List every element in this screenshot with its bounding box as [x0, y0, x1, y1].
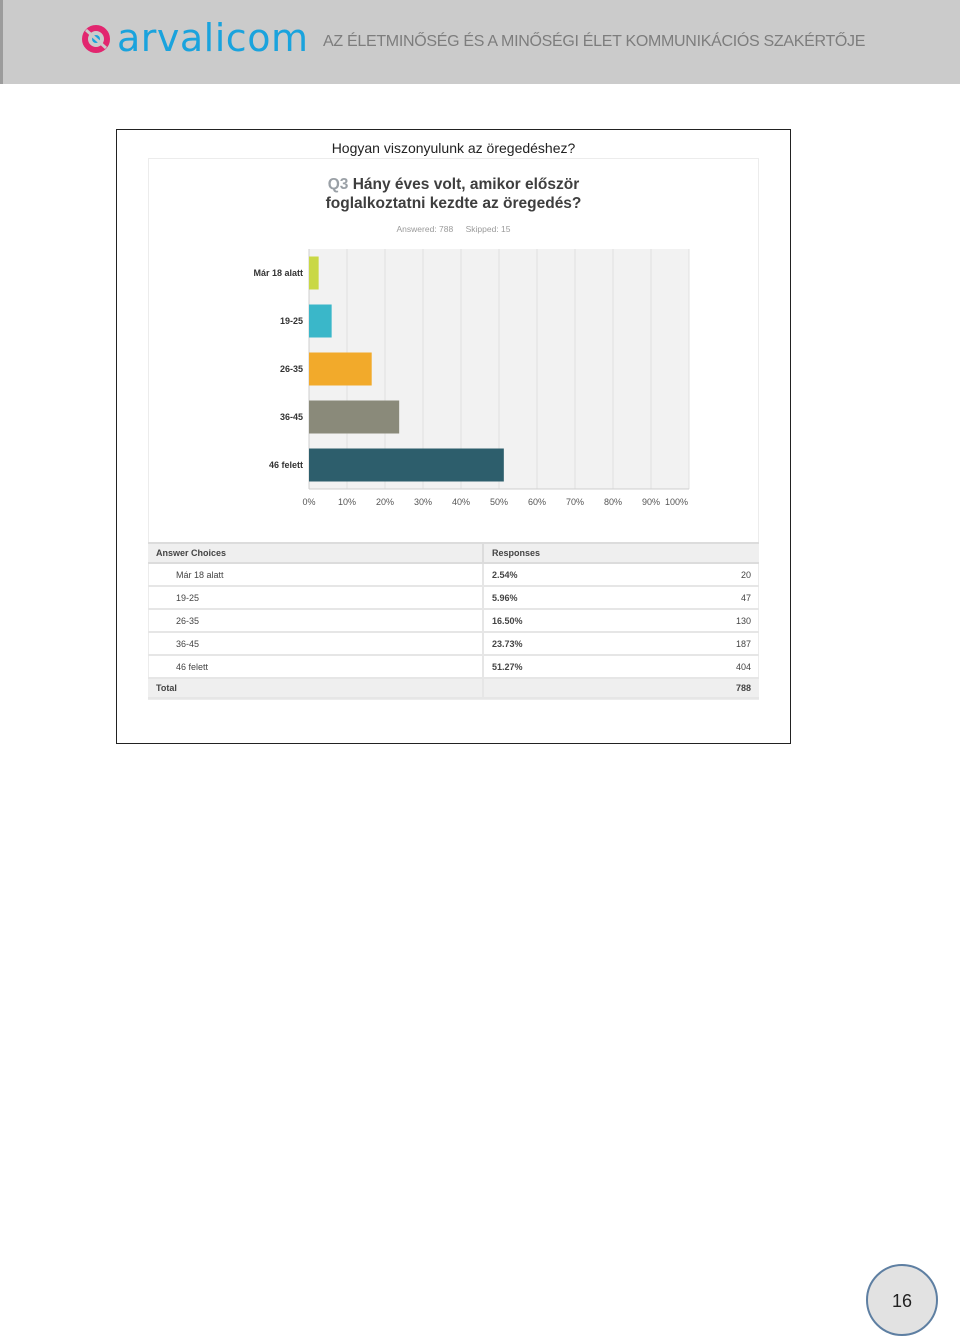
- page-number-badge: 16: [866, 1264, 938, 1336]
- table-row: [148, 632, 759, 655]
- skipped-count: Skipped: 15: [465, 224, 511, 234]
- row-count: 404: [683, 655, 759, 678]
- bar: [309, 353, 372, 386]
- row-percent: 2.54%: [483, 563, 683, 586]
- y-category-label: 26-35: [279, 364, 303, 374]
- header-count-spacer: [683, 543, 759, 563]
- x-tick-label: 70%: [565, 497, 585, 507]
- responses-table: [148, 542, 759, 699]
- table-row: [148, 563, 759, 586]
- table-row: [148, 609, 759, 632]
- figure-title: Hogyan viszonyulunk az öregedéshez?: [331, 140, 576, 156]
- total-row: [148, 678, 759, 698]
- table-row: [148, 655, 759, 678]
- row-choice: 46 felett: [148, 655, 483, 678]
- row-choice: Már 18 alatt: [148, 563, 483, 586]
- row-count: 130: [683, 609, 759, 632]
- bar-chart: [149, 159, 760, 529]
- question-line-1: Hány éves volt, amikor először: [352, 176, 580, 193]
- x-tick-label: 10%: [337, 497, 357, 507]
- row-choice: 36-45: [148, 632, 483, 655]
- bar: [309, 449, 504, 482]
- x-tick-label: 90%: [641, 497, 661, 507]
- brand-logo-text: arvalicom: [117, 16, 309, 60]
- row-percent: 5.96%: [483, 586, 683, 609]
- total-count: 788: [683, 678, 759, 698]
- row-choice: 19-25: [148, 586, 483, 609]
- row-percent: 51.27%: [483, 655, 683, 678]
- row-percent: 23.73%: [483, 632, 683, 655]
- x-tick-label: 60%: [527, 497, 547, 507]
- row-count: 47: [683, 586, 759, 609]
- y-category-label: 36-45: [279, 412, 303, 422]
- row-count: 187: [683, 632, 759, 655]
- bar: [309, 257, 319, 290]
- question-line-2: foglalkoztatni kezdte az öregedés?: [325, 195, 582, 212]
- table-row: [148, 586, 759, 609]
- x-tick-label: 0%: [302, 497, 316, 507]
- total-label: Total: [148, 678, 483, 698]
- row-choice: 26-35: [148, 609, 483, 632]
- bar: [309, 401, 399, 434]
- y-category-label: Már 18 alatt: [253, 268, 303, 278]
- answered-count: Answered: 788: [396, 224, 454, 234]
- row-count: 20: [683, 563, 759, 586]
- page-header: [0, 0, 960, 84]
- row-percent: 16.50%: [483, 609, 683, 632]
- total-spacer: [483, 678, 683, 698]
- x-tick-label: 100%: [665, 497, 689, 507]
- x-tick-label: 20%: [375, 497, 395, 507]
- header-tagline: AZ ÉLETMINŐSÉG ÉS A MINŐSÉGI ÉLET KOMMUNIKÁCIÓS SZAKÉRTŐJE: [323, 33, 866, 50]
- x-tick-label: 80%: [603, 497, 623, 507]
- question-number: Q3: [327, 176, 349, 193]
- bar: [309, 305, 332, 338]
- x-tick-label: 30%: [413, 497, 433, 507]
- header-responses: Responses: [483, 543, 683, 563]
- header-answer-choices: Answer Choices: [148, 543, 483, 563]
- x-tick-label: 50%: [489, 497, 509, 507]
- y-category-label: 19-25: [279, 316, 303, 326]
- y-category-label: 46 felett: [268, 460, 303, 470]
- arvalicom-logo-icon: [81, 22, 111, 56]
- x-tick-label: 40%: [451, 497, 471, 507]
